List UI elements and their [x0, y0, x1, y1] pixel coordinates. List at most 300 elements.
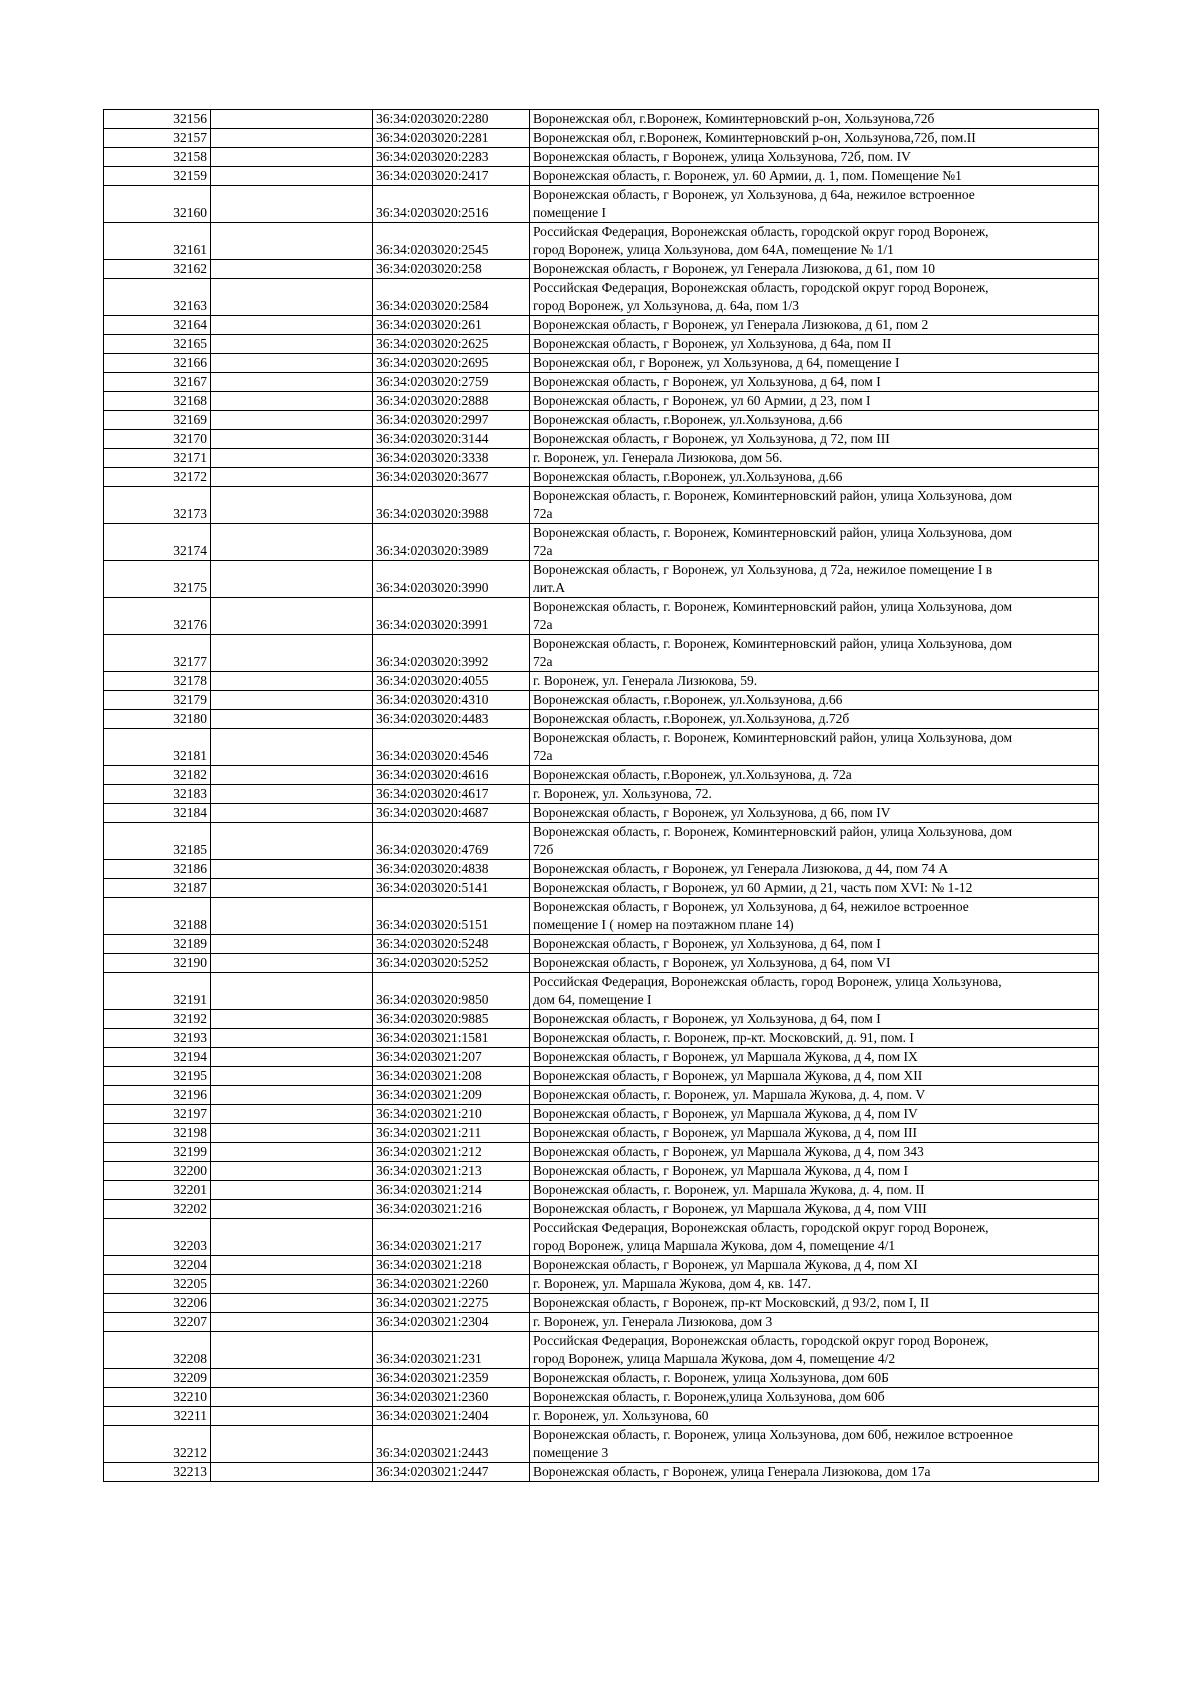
registry-body — [104, 110, 1099, 1482]
empty-cell — [211, 1256, 373, 1275]
row-number-cell: 32194 — [104, 1048, 211, 1067]
row-number-cell: 32196 — [104, 1086, 211, 1105]
cadastral-number-cell: 36:34:0203021:1581 — [373, 1029, 530, 1048]
table-row — [104, 879, 1099, 898]
row-number-cell: 32165 — [104, 335, 211, 354]
address-cell — [530, 635, 1099, 672]
cadastral-number-cell: 36:34:0203020:2545 — [373, 223, 530, 260]
row-number-cell: 32195 — [104, 1067, 211, 1086]
cadastral-number-cell: 36:34:0203020:2997 — [373, 411, 530, 430]
address-cell — [530, 785, 1099, 804]
address-line: Воронежская область, г Воронеж, ул Маршала Жукова, д 4, пом I — [533, 1163, 908, 1178]
empty-cell — [211, 879, 373, 898]
address-cell — [530, 129, 1099, 148]
row-number-cell: 32211 — [104, 1407, 211, 1426]
row-number-cell: 32167 — [104, 373, 211, 392]
address-line: Воронежская область, г Воронеж, ул Хользунова, д 64, пом VI — [533, 955, 891, 970]
empty-cell — [211, 1200, 373, 1219]
empty-cell — [211, 1048, 373, 1067]
cadastral-number-cell: 36:34:0203020:4546 — [373, 729, 530, 766]
cadastral-number-cell: 36:34:0203020:2283 — [373, 148, 530, 167]
cadastral-number-cell: 36:34:0203020:4616 — [373, 766, 530, 785]
address-line: Воронежская область, г Воронеж, пр-кт Московский, д 93/2, пом I, II — [533, 1295, 930, 1310]
cadastral-number-cell: 36:34:0203020:4687 — [373, 804, 530, 823]
address-line: Воронежская область, г.Воронеж, ул.Хользунова, д.66 — [533, 469, 843, 484]
address-line: Воронежская область, г Воронеж, ул Хользунова, д 64, пом I — [533, 1011, 881, 1026]
row-number-cell: 32200 — [104, 1162, 211, 1181]
address-line: г. Воронеж, ул. Маршала Жукова, дом 4, кв. 147. — [533, 1276, 812, 1291]
address-line: Воронежская область, г. Воронеж, ул. Маршала Жукова, д. 4, пом. II — [533, 1182, 925, 1197]
address-line: город Воронеж, ул Хользунова, д. 64а, пом 1/3 — [533, 298, 799, 313]
row-number-cell: 32207 — [104, 1313, 211, 1332]
address-line: город Воронеж, улица Маршала Жукова, дом 4, помещение 4/2 — [533, 1351, 896, 1366]
address-line: г. Воронеж, ул. Генерала Лизюкова, 59. — [533, 673, 758, 688]
cadastral-number-cell: 36:34:0203020:2281 — [373, 129, 530, 148]
table-row — [104, 710, 1099, 729]
table-row — [104, 1048, 1099, 1067]
cadastral-number-cell: 36:34:0203020:2584 — [373, 279, 530, 316]
empty-cell — [211, 1105, 373, 1124]
empty-cell — [211, 487, 373, 524]
cadastral-number-cell: 36:34:0203020:5248 — [373, 935, 530, 954]
address-line: Воронежская область, г. Воронеж, ул. Маршала Жукова, д. 4, пом. V — [533, 1087, 926, 1102]
address-line: Воронежская обл, г.Воронеж, Коминтерновский р-он, Хользунова,72б, пом.II — [533, 130, 976, 145]
empty-cell — [211, 279, 373, 316]
cadastral-number-cell: 36:34:0203020:5151 — [373, 898, 530, 935]
row-number-cell: 32169 — [104, 411, 211, 430]
row-number-cell: 32175 — [104, 561, 211, 598]
cadastral-number-cell: 36:34:0203020:2625 — [373, 335, 530, 354]
address-cell — [530, 449, 1099, 468]
address-cell — [530, 1313, 1099, 1332]
empty-cell — [211, 392, 373, 411]
row-number-cell: 32184 — [104, 804, 211, 823]
table-row — [104, 468, 1099, 487]
address-cell — [530, 898, 1099, 935]
row-number-cell: 32190 — [104, 954, 211, 973]
cadastral-number-cell: 36:34:0203020:258 — [373, 260, 530, 279]
address-line: Воронежская область, г Воронеж, ул Маршала Жукова, д 4, пом 343 — [533, 1144, 924, 1159]
empty-cell — [211, 898, 373, 935]
table-row — [104, 260, 1099, 279]
cadastral-number-cell: 36:34:0203021:2447 — [373, 1463, 530, 1482]
empty-cell — [211, 672, 373, 691]
empty-cell — [211, 260, 373, 279]
address-cell — [530, 392, 1099, 411]
table-row — [104, 1086, 1099, 1105]
cadastral-number-cell: 36:34:0203021:216 — [373, 1200, 530, 1219]
cadastral-number-cell: 36:34:0203020:3992 — [373, 635, 530, 672]
empty-cell — [211, 129, 373, 148]
address-line: Воронежская область, г.Воронеж, ул.Хользунова, д.72б — [533, 711, 850, 726]
address-line: г. Воронеж, ул. Хользунова, 72. — [533, 786, 712, 801]
address-cell — [530, 1181, 1099, 1200]
address-cell — [530, 860, 1099, 879]
address-line: Воронежская область, г Воронеж, ул Хользунова, д 72а, нежилое помещение I в — [533, 562, 993, 577]
cadastral-number-cell: 36:34:0203021:209 — [373, 1086, 530, 1105]
cadastral-number-cell: 36:34:0203021:2304 — [373, 1313, 530, 1332]
address-line: г. Воронеж, ул. Хользунова, 60 — [533, 1408, 709, 1423]
address-line: Воронежская область, г Воронеж, ул Маршала Жукова, д 4, пом XII — [533, 1068, 923, 1083]
table-row — [104, 1143, 1099, 1162]
address-line: лит.А — [533, 580, 565, 595]
address-line: Воронежская область, г Воронеж, ул Маршала Жукова, д 4, пом IX — [533, 1049, 918, 1064]
address-line: Воронежская область, г Воронеж, ул Маршала Жукова, д 4, пом XI — [533, 1257, 918, 1272]
cadastral-number-cell: 36:34:0203020:2417 — [373, 167, 530, 186]
cadastral-number-cell: 36:34:0203021:208 — [373, 1067, 530, 1086]
address-line: Воронежская область, г Воронеж, улица Генерала Лизюкова, дом 17а — [533, 1464, 931, 1479]
cadastral-number-cell: 36:34:0203021:2360 — [373, 1388, 530, 1407]
address-line: Воронежская область, г Воронеж, ул Хользунова, д 66, пом IV — [533, 805, 891, 820]
table-row — [104, 1124, 1099, 1143]
address-line: Воронежская область, г Воронеж, ул Хользунова, д 64а, нежилое встроенное — [533, 187, 975, 202]
address-cell — [530, 373, 1099, 392]
table-row — [104, 1200, 1099, 1219]
address-line: Воронежская область, г Воронеж, ул Маршала Жукова, д 4, пом III — [533, 1125, 917, 1140]
address-line: Воронежская область, г. Воронеж, улица Хользунова, дом 60б, нежилое встроенное — [533, 1427, 1013, 1442]
address-cell — [530, 672, 1099, 691]
row-number-cell: 32183 — [104, 785, 211, 804]
empty-cell — [211, 1332, 373, 1369]
table-row — [104, 430, 1099, 449]
address-line: дом 64, помещение I — [533, 992, 652, 1007]
empty-cell — [211, 1388, 373, 1407]
address-line: Воронежская область, г. Воронеж, пр-кт. Московский, д. 91, пом. I — [533, 1030, 914, 1045]
address-line: Воронежская область, г Воронеж, ул Хользунова, д 64, пом I — [533, 374, 881, 389]
address-cell — [530, 524, 1099, 561]
address-cell — [530, 223, 1099, 260]
row-number-cell: 32176 — [104, 598, 211, 635]
address-line: Воронежская область, г Воронеж, ул Маршала Жукова, д 4, пом VIII — [533, 1201, 927, 1216]
address-line: Воронежская область, г Воронеж, ул Генерала Лизюкова, д 61, пом 10 — [533, 261, 935, 276]
table-row — [104, 449, 1099, 468]
table-row — [104, 129, 1099, 148]
row-number-cell: 32170 — [104, 430, 211, 449]
address-cell — [530, 1294, 1099, 1313]
cadastral-number-cell: 36:34:0203021:212 — [373, 1143, 530, 1162]
table-row — [104, 860, 1099, 879]
address-line: Воронежская область, г. Воронеж, Коминтерновский район, улица Хользунова, дом — [533, 824, 1013, 839]
cadastral-number-cell: 36:34:0203020:9850 — [373, 973, 530, 1010]
property-registry-table — [103, 109, 1099, 1482]
empty-cell — [211, 468, 373, 487]
address-line: город Воронеж, улица Хользунова, дом 64А, помещение № 1/1 — [533, 242, 894, 257]
cadastral-number-cell: 36:34:0203020:3989 — [373, 524, 530, 561]
row-number-cell: 32160 — [104, 186, 211, 223]
row-number-cell: 32212 — [104, 1426, 211, 1463]
row-number-cell: 32177 — [104, 635, 211, 672]
address-line: Воронежская область, г. Воронеж, улица Хользунова, дом 60Б — [533, 1370, 889, 1385]
table-row — [104, 598, 1099, 635]
table-row — [104, 1181, 1099, 1200]
address-line: помещение I ( номер на поэтажном плане 14) — [533, 917, 794, 932]
row-number-cell: 32171 — [104, 449, 211, 468]
empty-cell — [211, 110, 373, 129]
row-number-cell: 32209 — [104, 1369, 211, 1388]
table-row — [104, 1219, 1099, 1256]
row-number-cell: 32198 — [104, 1124, 211, 1143]
table-row — [104, 973, 1099, 1010]
table-row — [104, 785, 1099, 804]
address-cell — [530, 954, 1099, 973]
empty-cell — [211, 860, 373, 879]
empty-cell — [211, 1029, 373, 1048]
address-cell — [530, 1200, 1099, 1219]
table-row — [104, 1463, 1099, 1482]
address-line: Воронежская область, г Воронеж, улица Хользунова, 72б, пом. IV — [533, 149, 911, 164]
address-cell — [530, 1463, 1099, 1482]
cadastral-number-cell: 36:34:0203020:9885 — [373, 1010, 530, 1029]
address-line: Воронежская область, г Воронеж, ул Генерала Лизюкова, д 44, пом 74 А — [533, 861, 949, 876]
cadastral-number-cell: 36:34:0203020:261 — [373, 316, 530, 335]
address-line: 72а — [533, 506, 553, 521]
address-cell — [530, 691, 1099, 710]
empty-cell — [211, 804, 373, 823]
address-line: Российская Федерация, Воронежская область, городской округ город Воронеж, — [533, 1220, 989, 1235]
row-number-cell: 32168 — [104, 392, 211, 411]
table-row — [104, 1029, 1099, 1048]
address-cell — [530, 1388, 1099, 1407]
address-line: Российская Федерация, Воронежская область, городской округ город Воронеж, — [533, 1333, 989, 1348]
table-row — [104, 1067, 1099, 1086]
row-number-cell: 32180 — [104, 710, 211, 729]
row-number-cell: 32210 — [104, 1388, 211, 1407]
row-number-cell: 32199 — [104, 1143, 211, 1162]
empty-cell — [211, 635, 373, 672]
row-number-cell: 32164 — [104, 316, 211, 335]
row-number-cell: 32185 — [104, 823, 211, 860]
table-row — [104, 1256, 1099, 1275]
empty-cell — [211, 223, 373, 260]
cadastral-number-cell: 36:34:0203021:217 — [373, 1219, 530, 1256]
row-number-cell: 32158 — [104, 148, 211, 167]
address-line: Воронежская область, г Воронеж, ул Хользунова, д 64а, пом II — [533, 336, 892, 351]
table-row — [104, 823, 1099, 860]
address-line: Воронежская обл, г.Воронеж, Коминтерновский р-он, Хользунова,72б — [533, 111, 935, 126]
cadastral-number-cell: 36:34:0203020:2516 — [373, 186, 530, 223]
row-number-cell: 32192 — [104, 1010, 211, 1029]
cadastral-number-cell: 36:34:0203020:3991 — [373, 598, 530, 635]
empty-cell — [211, 1369, 373, 1388]
table-row — [104, 148, 1099, 167]
address-cell — [530, 879, 1099, 898]
address-cell — [530, 1275, 1099, 1294]
empty-cell — [211, 935, 373, 954]
empty-cell — [211, 1181, 373, 1200]
empty-cell — [211, 1275, 373, 1294]
row-number-cell: 32188 — [104, 898, 211, 935]
address-cell — [530, 316, 1099, 335]
cadastral-number-cell: 36:34:0203020:5141 — [373, 879, 530, 898]
address-cell — [530, 710, 1099, 729]
address-line: помещение 3 — [533, 1445, 609, 1460]
empty-cell — [211, 954, 373, 973]
empty-cell — [211, 1313, 373, 1332]
address-cell — [530, 1407, 1099, 1426]
row-number-cell: 32161 — [104, 223, 211, 260]
empty-cell — [211, 354, 373, 373]
empty-cell — [211, 430, 373, 449]
address-cell — [530, 110, 1099, 129]
cadastral-number-cell: 36:34:0203021:2404 — [373, 1407, 530, 1426]
empty-cell — [211, 973, 373, 1010]
address-cell — [530, 1332, 1099, 1369]
empty-cell — [211, 186, 373, 223]
address-cell — [530, 1369, 1099, 1388]
address-cell — [530, 598, 1099, 635]
row-number-cell: 32163 — [104, 279, 211, 316]
cadastral-number-cell: 36:34:0203021:2359 — [373, 1369, 530, 1388]
address-cell — [530, 335, 1099, 354]
cadastral-number-cell: 36:34:0203021:211 — [373, 1124, 530, 1143]
table-row — [104, 691, 1099, 710]
address-cell — [530, 148, 1099, 167]
row-number-cell: 32166 — [104, 354, 211, 373]
cadastral-number-cell: 36:34:0203020:2759 — [373, 373, 530, 392]
address-line: 72а — [533, 617, 553, 632]
address-cell — [530, 1219, 1099, 1256]
address-cell — [530, 186, 1099, 223]
address-cell — [530, 354, 1099, 373]
empty-cell — [211, 335, 373, 354]
empty-cell — [211, 710, 373, 729]
row-number-cell: 32179 — [104, 691, 211, 710]
address-cell — [530, 411, 1099, 430]
cadastral-number-cell: 36:34:0203021:213 — [373, 1162, 530, 1181]
cadastral-number-cell: 36:34:0203021:214 — [373, 1181, 530, 1200]
address-cell — [530, 1426, 1099, 1463]
table-row — [104, 1369, 1099, 1388]
row-number-cell: 32202 — [104, 1200, 211, 1219]
address-line: 72а — [533, 654, 553, 669]
row-number-cell: 32174 — [104, 524, 211, 561]
address-cell — [530, 973, 1099, 1010]
cadastral-number-cell: 36:34:0203020:4617 — [373, 785, 530, 804]
empty-cell — [211, 1067, 373, 1086]
cadastral-number-cell: 36:34:0203021:218 — [373, 1256, 530, 1275]
cadastral-number-cell: 36:34:0203020:3988 — [373, 487, 530, 524]
empty-cell — [211, 1143, 373, 1162]
address-line: Воронежская область, г. Воронеж, Коминтерновский район, улица Хользунова, дом — [533, 730, 1013, 745]
address-cell — [530, 766, 1099, 785]
table-row — [104, 1275, 1099, 1294]
address-line: Воронежская область, г Воронеж, ул Хользунова, д 64, нежилое встроенное — [533, 899, 969, 914]
address-line: Воронежская обл, г Воронеж, ул Хользунова, д 64, помещение I — [533, 355, 900, 370]
row-number-cell: 32186 — [104, 860, 211, 879]
table-row — [104, 766, 1099, 785]
empty-cell — [211, 167, 373, 186]
empty-cell — [211, 316, 373, 335]
table-row — [104, 729, 1099, 766]
address-cell — [530, 729, 1099, 766]
cadastral-number-cell: 36:34:0203020:2695 — [373, 354, 530, 373]
empty-cell — [211, 411, 373, 430]
address-cell — [530, 935, 1099, 954]
address-cell — [530, 1086, 1099, 1105]
address-line: г. Воронеж, ул. Генерала Лизюкова, дом 56. — [533, 450, 783, 465]
address-line: Воронежская область, г. Воронеж, Коминтерновский район, улица Хользунова, дом — [533, 599, 1013, 614]
table-row — [104, 1332, 1099, 1369]
row-number-cell: 32208 — [104, 1332, 211, 1369]
table-row — [104, 1388, 1099, 1407]
address-line: Воронежская область, г. Воронеж, Коминтерновский район, улица Хользунова, дом — [533, 636, 1013, 651]
row-number-cell: 32157 — [104, 129, 211, 148]
table-row — [104, 1294, 1099, 1313]
cadastral-number-cell: 36:34:0203020:5252 — [373, 954, 530, 973]
empty-cell — [211, 785, 373, 804]
address-cell — [530, 804, 1099, 823]
address-cell — [530, 1067, 1099, 1086]
table-row — [104, 373, 1099, 392]
empty-cell — [211, 1162, 373, 1181]
table-row — [104, 1407, 1099, 1426]
address-line: Воронежская область, г Воронеж, ул Маршала Жукова, д 4, пом IV — [533, 1106, 918, 1121]
table-row — [104, 316, 1099, 335]
empty-cell — [211, 561, 373, 598]
table-row — [104, 561, 1099, 598]
row-number-cell: 32203 — [104, 1219, 211, 1256]
address-line: Российская Федерация, Воронежская область, городской округ город Воронеж, — [533, 280, 989, 295]
empty-cell — [211, 1407, 373, 1426]
table-row — [104, 186, 1099, 223]
empty-cell — [211, 691, 373, 710]
cadastral-number-cell: 36:34:0203021:210 — [373, 1105, 530, 1124]
address-line: г. Воронеж, ул. Генерала Лизюкова, дом 3 — [533, 1314, 773, 1329]
table-row — [104, 223, 1099, 260]
row-number-cell: 32206 — [104, 1294, 211, 1313]
cadastral-number-cell: 36:34:0203020:4055 — [373, 672, 530, 691]
table-row — [104, 411, 1099, 430]
table-row — [104, 1426, 1099, 1463]
row-number-cell: 32178 — [104, 672, 211, 691]
address-cell — [530, 260, 1099, 279]
table-row — [104, 167, 1099, 186]
address-cell — [530, 279, 1099, 316]
row-number-cell: 32187 — [104, 879, 211, 898]
row-number-cell: 32191 — [104, 973, 211, 1010]
address-line: 72а — [533, 748, 553, 763]
table-row — [104, 487, 1099, 524]
address-line: Воронежская область, г. Воронеж, Коминтерновский район, улица Хользунова, дом — [533, 525, 1013, 540]
address-cell — [530, 1029, 1099, 1048]
address-line: Воронежская область, г Воронеж, ул Хользунова, д 64, пом I — [533, 936, 881, 951]
empty-cell — [211, 729, 373, 766]
address-cell — [530, 430, 1099, 449]
cadastral-number-cell: 36:34:0203020:3338 — [373, 449, 530, 468]
address-line: Воронежская область, г. Воронеж, ул. 60 Армии, д. 1, пом. Помещение №1 — [533, 168, 962, 183]
empty-cell — [211, 1219, 373, 1256]
empty-cell — [211, 1426, 373, 1463]
address-cell — [530, 1162, 1099, 1181]
address-cell — [530, 823, 1099, 860]
row-number-cell: 32156 — [104, 110, 211, 129]
row-number-cell: 32173 — [104, 487, 211, 524]
table-row — [104, 935, 1099, 954]
cadastral-number-cell: 36:34:0203021:2260 — [373, 1275, 530, 1294]
row-number-cell: 32159 — [104, 167, 211, 186]
cadastral-number-cell: 36:34:0203020:4769 — [373, 823, 530, 860]
row-number-cell: 32193 — [104, 1029, 211, 1048]
address-line: Воронежская область, г.Воронеж, ул.Хользунова, д. 72а — [533, 767, 852, 782]
address-cell — [530, 1105, 1099, 1124]
address-line: Российская Федерация, Воронежская область, город Воронеж, улица Хользунова, — [533, 974, 1002, 989]
cadastral-number-cell: 36:34:0203020:2888 — [373, 392, 530, 411]
empty-cell — [211, 1294, 373, 1313]
table-row — [104, 635, 1099, 672]
address-line: помещение I — [533, 205, 606, 220]
empty-cell — [211, 524, 373, 561]
cadastral-number-cell: 36:34:0203021:207 — [373, 1048, 530, 1067]
